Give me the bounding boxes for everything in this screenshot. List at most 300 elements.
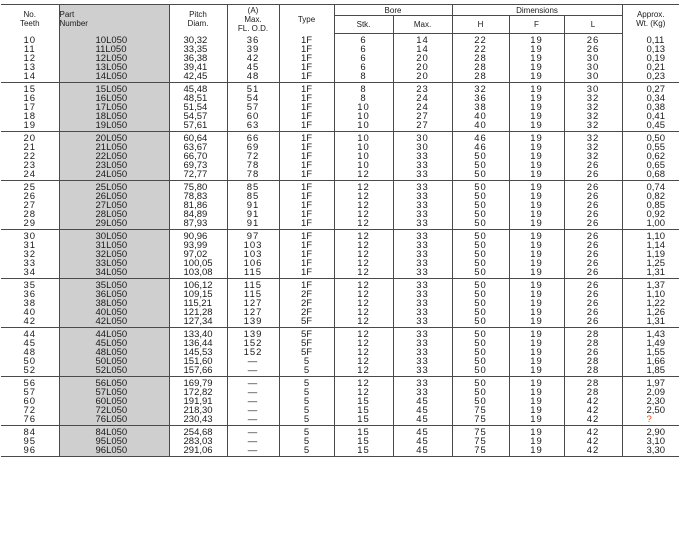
- cell-teeth: 35: [23, 280, 37, 290]
- cell-part-number-value: 11L050: [95, 45, 127, 54]
- cell-dim-f: 19: [509, 94, 564, 103]
- cell-pitch-diam: [169, 181, 227, 193]
- cell-bore-stk: 8: [334, 83, 393, 95]
- cell-max-od: 63: [227, 121, 279, 132]
- header-bore-max-label: Max.: [413, 20, 432, 29]
- cell-bore-stk: 8: [334, 72, 393, 83]
- pulley-spec-table: [1, 4, 679, 457]
- cell-bore-stk: 15: [334, 415, 393, 426]
- cell-dim-l: 26: [564, 210, 622, 219]
- cell-pitch-diam: [169, 94, 227, 103]
- cell-teeth: 28: [23, 210, 37, 219]
- cell-pitch-diam-value: 78,83: [183, 192, 208, 201]
- table-row: [1, 34, 679, 46]
- cell-pitch-diam-value: 169,79: [183, 378, 213, 388]
- cell-part-number-value: 48L050: [95, 348, 128, 357]
- cell-part-number-value: 13L050: [95, 63, 128, 72]
- cell-pitch-diam-value: 60,64: [183, 133, 208, 143]
- cell-weight-value: 1,85: [646, 366, 665, 376]
- cell-dim-h: 50: [452, 250, 509, 259]
- cell-type: 1F: [279, 63, 334, 72]
- cell-dim-f: 19: [509, 132, 564, 144]
- header-dim-l-label: L: [590, 20, 596, 29]
- cell-bore-max: 33: [393, 339, 452, 348]
- cell-dim-h: 50: [452, 290, 509, 299]
- cell-part-number-value: 35L050: [95, 280, 128, 290]
- cell-weight: [622, 121, 679, 132]
- cell-teeth: 10: [23, 34, 37, 45]
- cell-pitch-diam-value: 84,89: [183, 210, 208, 219]
- cell-pitch-diam-value: 93,99: [183, 241, 208, 250]
- cell-part-number-value: 45L050: [95, 339, 128, 348]
- cell-max-od: —: [227, 446, 279, 457]
- cell-weight: [622, 299, 679, 308]
- cell-type: 5: [279, 377, 334, 389]
- cell-type: 1F: [279, 34, 334, 46]
- cell-teeth: 17: [23, 103, 37, 112]
- cell-bore-max: 20: [393, 72, 452, 83]
- cell-weight-value: 0,27: [646, 84, 665, 94]
- cell-dim-l: 26: [564, 45, 622, 54]
- cell-bore-max: 45: [393, 406, 452, 415]
- cell-bore-stk: 6: [334, 54, 393, 63]
- cell-teeth: 33: [23, 259, 37, 268]
- cell-bore-stk: 12: [334, 181, 393, 193]
- table-row: [1, 377, 679, 389]
- cell-pitch-diam: [169, 103, 227, 112]
- header-part-number: [59, 5, 169, 34]
- cell-teeth: 50: [23, 357, 37, 366]
- cell-max-od: 152: [227, 339, 279, 348]
- cell-dim-h: 40: [452, 121, 509, 132]
- cell-pitch-diam-value: 218,30: [183, 406, 213, 415]
- cell-bore-stk: 12: [334, 357, 393, 366]
- cell-pitch-diam: [169, 72, 227, 83]
- cell-max-od: 51: [227, 83, 279, 95]
- header-dim-h: [452, 16, 509, 34]
- cell-part-number-value: 32L050: [95, 250, 128, 259]
- cell-part-number-value: 57L050: [95, 388, 128, 397]
- table-body: [1, 34, 679, 457]
- cell-pitch-diam-value: 97,02: [183, 250, 208, 259]
- cell-part-number-value: 21L050: [95, 143, 128, 152]
- cell-teeth: 45: [23, 339, 37, 348]
- cell-type: 5F: [279, 317, 334, 328]
- cell-weight: [622, 152, 679, 161]
- cell-dim-l: 26: [564, 181, 622, 193]
- cell-type: 1F: [279, 250, 334, 259]
- cell-weight-value: 0,65: [646, 161, 665, 170]
- cell-bore-max: 24: [393, 103, 452, 112]
- cell-dim-l: 30: [564, 83, 622, 95]
- cell-dim-f: 19: [509, 210, 564, 219]
- cell-teeth: 84: [23, 427, 37, 437]
- cell-weight-value: 1,26: [646, 308, 665, 317]
- cell-type: 1F: [279, 103, 334, 112]
- cell-bore-stk: 12: [334, 170, 393, 181]
- table-row: [1, 230, 679, 242]
- cell-pitch-diam-value: 254,68: [183, 427, 213, 437]
- cell-weight-value: 2,30: [646, 397, 665, 406]
- cell-max-od: —: [227, 357, 279, 366]
- cell-dim-l: 32: [564, 143, 622, 152]
- cell-type: 1F: [279, 219, 334, 230]
- cell-teeth: 11: [23, 45, 36, 54]
- cell-dim-h: 75: [452, 446, 509, 457]
- cell-weight: [622, 317, 679, 328]
- cell-dim-l: 26: [564, 308, 622, 317]
- cell-pitch-diam: [169, 34, 227, 46]
- cell-dim-h: 50: [452, 328, 509, 340]
- cell-type: 5: [279, 415, 334, 426]
- cell-weight: [622, 94, 679, 103]
- table-row: [1, 250, 679, 259]
- cell-teeth: 48: [23, 348, 37, 357]
- cell-teeth: 40: [23, 308, 37, 317]
- cell-max-od: —: [227, 397, 279, 406]
- cell-weight-value: 1,66: [646, 357, 665, 366]
- cell-pitch-diam-value: 69,73: [183, 161, 208, 170]
- cell-dim-f: 19: [509, 230, 564, 242]
- cell-part-number: [59, 406, 169, 415]
- cell-weight: [622, 426, 679, 438]
- cell-type: 1F: [279, 161, 334, 170]
- cell-type: 1F: [279, 72, 334, 83]
- cell-bore-stk: 10: [334, 112, 393, 121]
- cell-dim-l: 26: [564, 219, 622, 230]
- cell-part-number: [59, 103, 169, 112]
- cell-pitch-diam: [169, 406, 227, 415]
- cell-bore-max: 33: [393, 290, 452, 299]
- cell-dim-l: 26: [564, 259, 622, 268]
- cell-part-number-value: 30L050: [95, 231, 128, 241]
- cell-weight-value: 1,19: [646, 250, 665, 259]
- cell-dim-h: 75: [452, 415, 509, 426]
- cell-pitch-diam: [169, 299, 227, 308]
- cell-teeth: 24: [1, 170, 59, 181]
- cell-bore-stk: 12: [334, 201, 393, 210]
- cell-type: 1F: [279, 201, 334, 210]
- cell-bore-max: 33: [393, 328, 452, 340]
- table-row: [1, 357, 679, 366]
- cell-pitch-diam-value: 100,05: [183, 259, 213, 268]
- header-pitch-diam: [169, 5, 227, 34]
- cell-weight-value: 1,97: [646, 378, 665, 388]
- cell-bore-stk: 12: [334, 241, 393, 250]
- cell-dim-f: 19: [509, 250, 564, 259]
- cell-part-number-value: 96L050: [95, 446, 128, 456]
- cell-dim-h: 50: [452, 388, 509, 397]
- cell-weight-value: 1,22: [646, 299, 665, 308]
- cell-weight-value: 2,50: [646, 406, 665, 415]
- cell-pitch-diam-value: 45,48: [183, 84, 208, 94]
- cell-max-od: 57: [227, 103, 279, 112]
- cell-bore-stk: 10: [334, 121, 393, 132]
- cell-part-number: [59, 121, 169, 132]
- cell-max-od: 42: [227, 54, 279, 63]
- cell-weight-value: 3,30: [646, 446, 665, 456]
- cell-part-number: [59, 397, 169, 406]
- cell-pitch-diam-value: 30,32: [183, 34, 208, 45]
- cell-type: 5F: [279, 328, 334, 340]
- cell-bore-max: 33: [393, 161, 452, 170]
- cell-teeth: 26: [23, 192, 37, 201]
- header-part-number-label: Part Number: [59, 10, 88, 29]
- cell-weight-value: 1,31: [646, 268, 665, 278]
- cell-dim-f: 19: [509, 83, 564, 95]
- cell-max-od: 72: [227, 152, 279, 161]
- cell-dim-h: 28: [452, 72, 509, 83]
- cell-pitch-diam-value: 33,35: [183, 45, 208, 54]
- cell-bore-max: 14: [393, 45, 452, 54]
- cell-pitch-diam: [169, 143, 227, 152]
- cell-part-number: [59, 94, 169, 103]
- cell-part-number-value: 72L050: [95, 406, 128, 415]
- cell-part-number-value: 10L050: [95, 34, 128, 45]
- cell-dim-f: 19: [509, 397, 564, 406]
- cell-max-od: 152: [227, 348, 279, 357]
- cell-teeth: 31: [23, 241, 37, 250]
- table-row: [1, 219, 679, 230]
- cell-weight: [622, 219, 679, 230]
- cell-pitch-diam: [169, 328, 227, 340]
- cell-dim-l: 32: [564, 121, 622, 132]
- cell-dim-h: 50: [452, 317, 509, 328]
- cell-part-number: [59, 366, 169, 377]
- cell-part-number: [59, 201, 169, 210]
- cell-weight-value: 1,25: [646, 259, 665, 268]
- cell-weight-value: 0,62: [646, 152, 665, 161]
- cell-part-number-value: 33L050: [95, 259, 128, 268]
- cell-bore-max: 20: [393, 54, 452, 63]
- cell-dim-h: 50: [452, 170, 509, 181]
- cell-pitch-diam-value: 191,91: [183, 397, 213, 406]
- cell-dim-f: 19: [509, 192, 564, 201]
- cell-max-od: 115: [227, 290, 279, 299]
- cell-part-number: [59, 83, 169, 95]
- cell-part-number-value: 14L050: [95, 72, 128, 82]
- cell-weight: [622, 250, 679, 259]
- cell-part-number: [59, 446, 169, 457]
- cell-pitch-diam: [169, 415, 227, 426]
- table-row: [1, 268, 679, 279]
- cell-dim-h: 50: [452, 299, 509, 308]
- cell-dim-l: 26: [564, 250, 622, 259]
- table-row: [1, 426, 679, 438]
- cell-pitch-diam: [169, 250, 227, 259]
- cell-dim-l: 32: [564, 132, 622, 144]
- cell-weight: [622, 348, 679, 357]
- cell-weight-value: 0,19: [646, 54, 665, 63]
- cell-dim-h: 46: [452, 132, 509, 144]
- cell-bore-stk: 10: [334, 161, 393, 170]
- cell-weight: [622, 83, 679, 95]
- cell-bore-max: 33: [393, 308, 452, 317]
- cell-dim-h: 50: [452, 201, 509, 210]
- cell-teeth: 21: [23, 143, 37, 152]
- cell-bore-stk: 12: [334, 219, 393, 230]
- cell-pitch-diam: [169, 83, 227, 95]
- cell-part-number: [59, 415, 169, 426]
- cell-bore-stk: 10: [334, 132, 393, 144]
- table-row: [1, 388, 679, 397]
- cell-teeth: 60: [23, 397, 37, 406]
- cell-weight: [622, 132, 679, 144]
- cell-dim-f: 19: [509, 415, 564, 426]
- cell-part-number-value: 29L050: [95, 219, 128, 229]
- cell-part-number: [59, 377, 169, 389]
- cell-weight-value: 0,23: [646, 72, 665, 82]
- header-max-od-label: Max. FL. O.D.: [237, 14, 269, 33]
- cell-bore-max: 33: [393, 201, 452, 210]
- cell-teeth: 22: [23, 152, 37, 161]
- cell-weight-value: 0,85: [646, 201, 665, 210]
- cell-bore-stk: 12: [334, 279, 393, 291]
- cell-pitch-diam-value: 121,28: [183, 308, 213, 317]
- cell-pitch-diam-value: 57,61: [183, 121, 208, 131]
- cell-part-number-value: 76L050: [95, 415, 128, 425]
- cell-max-od: 103: [227, 241, 279, 250]
- cell-weight: [622, 45, 679, 54]
- cell-teeth: 52: [1, 366, 59, 377]
- cell-pitch-diam: [169, 308, 227, 317]
- cell-bore-stk: 15: [334, 397, 393, 406]
- header-max-od: [227, 5, 279, 34]
- cell-bore-max: 27: [393, 112, 452, 121]
- cell-max-od: 78: [227, 161, 279, 170]
- cell-type: 1F: [279, 230, 334, 242]
- cell-bore-max: 33: [393, 181, 452, 193]
- cell-dim-h: 75: [452, 426, 509, 438]
- cell-type: 1F: [279, 170, 334, 181]
- cell-bore-stk: 6: [334, 45, 393, 54]
- cell-part-number: [59, 250, 169, 259]
- cell-weight-value: 0,55: [646, 143, 665, 152]
- header-weight: [622, 5, 679, 34]
- cell-dim-h: 50: [452, 348, 509, 357]
- header-bore-label: Bore: [384, 5, 402, 15]
- cell-max-od: 91: [227, 201, 279, 210]
- cell-type: 1F: [279, 268, 334, 279]
- cell-weight-value: 0,13: [646, 45, 665, 54]
- cell-max-od: 66: [227, 132, 279, 144]
- cell-max-od: —: [227, 415, 279, 426]
- cell-max-od: 115: [227, 279, 279, 291]
- cell-weight-value: 1,37: [646, 280, 665, 290]
- cell-type: 1F: [279, 181, 334, 193]
- cell-max-od: 39: [227, 45, 279, 54]
- header-pitch-diam-label: Pitch Diam.: [187, 10, 209, 29]
- cell-pitch-diam: [169, 201, 227, 210]
- table-row: [1, 181, 679, 193]
- cell-weight: [622, 328, 679, 340]
- header-bore-stk: [334, 16, 393, 34]
- cell-pitch-diam-value: 230,43: [183, 415, 213, 425]
- header-bore-max: [393, 16, 452, 34]
- cell-type: 1F: [279, 152, 334, 161]
- cell-weight: [622, 446, 679, 457]
- cell-weight: [622, 201, 679, 210]
- cell-pitch-diam: [169, 54, 227, 63]
- cell-bore-stk: 12: [334, 290, 393, 299]
- cell-part-number: [59, 339, 169, 348]
- cell-dim-f: 19: [509, 348, 564, 357]
- cell-max-od: 60: [227, 112, 279, 121]
- table-row: [1, 290, 679, 299]
- cell-max-od: 127: [227, 308, 279, 317]
- cell-weight: [622, 210, 679, 219]
- cell-pitch-diam-value: 133,40: [183, 329, 213, 339]
- cell-bore-max: 30: [393, 143, 452, 152]
- table-row: [1, 366, 679, 377]
- cell-dim-l: 28: [564, 388, 622, 397]
- cell-dim-l: 42: [564, 446, 622, 457]
- cell-pitch-diam-value: 42,45: [183, 72, 208, 82]
- cell-dim-h: 50: [452, 192, 509, 201]
- cell-pitch-diam-value: 75,80: [183, 182, 208, 192]
- cell-dim-f: 19: [509, 317, 564, 328]
- cell-pitch-diam: [169, 388, 227, 397]
- cell-dim-f: 19: [509, 45, 564, 54]
- cell-part-number: [59, 72, 169, 83]
- cell-pitch-diam: [169, 339, 227, 348]
- cell-weight-value: 1,55: [646, 348, 665, 357]
- table-row: [1, 328, 679, 340]
- cell-weight-value: 1,10: [646, 290, 665, 299]
- cell-dim-l: 32: [564, 152, 622, 161]
- cell-type: 1F: [279, 132, 334, 144]
- cell-bore-stk: 12: [334, 308, 393, 317]
- cell-part-number: [59, 437, 169, 446]
- cell-bore-stk: 6: [334, 34, 393, 46]
- cell-type: 5: [279, 366, 334, 377]
- cell-max-od: 97: [227, 230, 279, 242]
- cell-pitch-diam: [169, 357, 227, 366]
- cell-dim-h: 38: [452, 103, 509, 112]
- cell-pitch-diam-value: 54,57: [183, 112, 208, 121]
- cell-dim-h: 50: [452, 241, 509, 250]
- cell-dim-l: 30: [564, 63, 622, 72]
- cell-weight: [622, 241, 679, 250]
- cell-pitch-diam: [169, 161, 227, 170]
- cell-pitch-diam: [169, 45, 227, 54]
- header-dim-f-label: F: [534, 20, 539, 29]
- cell-teeth: 34: [1, 268, 59, 279]
- cell-dim-h: 50: [452, 152, 509, 161]
- cell-dim-l: 26: [564, 290, 622, 299]
- cell-dim-f: 19: [509, 290, 564, 299]
- cell-dim-h: 50: [452, 279, 509, 291]
- cell-type: 1F: [279, 210, 334, 219]
- table-row: [1, 317, 679, 328]
- cell-part-number: [59, 388, 169, 397]
- cell-part-number: [59, 259, 169, 268]
- cell-bore-stk: 12: [334, 259, 393, 268]
- cell-dim-l: 42: [564, 406, 622, 415]
- cell-part-number-value: 52L050: [95, 366, 128, 376]
- cell-part-number: [59, 161, 169, 170]
- cell-dim-f: 19: [509, 357, 564, 366]
- cell-dim-f: 19: [509, 201, 564, 210]
- table-row: [1, 103, 679, 112]
- cell-teeth: 30: [23, 231, 37, 241]
- cell-dim-f: 19: [509, 388, 564, 397]
- cell-dim-l: 42: [564, 437, 622, 446]
- cell-dim-f: 19: [509, 268, 564, 279]
- cell-bore-stk: 12: [334, 230, 393, 242]
- table-row: [1, 83, 679, 95]
- cell-bore-max: 33: [393, 210, 452, 219]
